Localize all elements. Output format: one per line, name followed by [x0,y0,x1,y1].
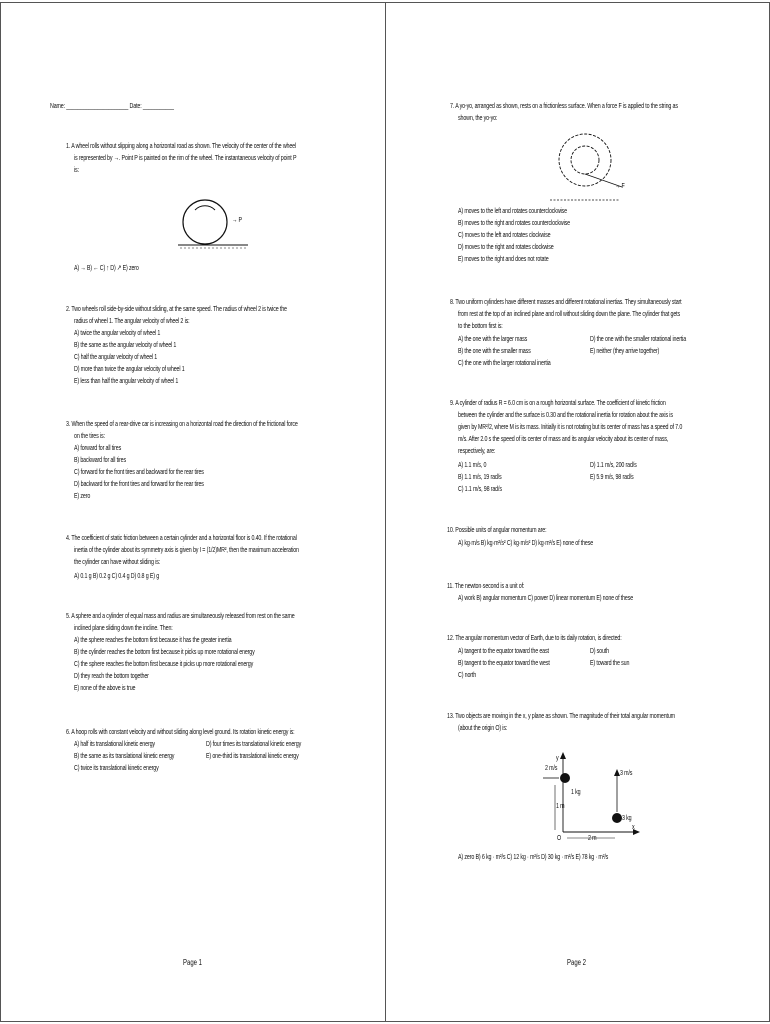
q6-option-e: E) one-third its translational kinetic energy [206,751,299,760]
q4-line-1: 4. The coefficient of static friction between a certain cylinder and a horizontal floor is 0.40. If the rotational [66,533,297,542]
q4-options: A) 0.1 g B) 0.2 g C) 0.4 g D) 0.8 g E) g [74,571,160,580]
q12-option-b: B) tangent to the equator toward the west [458,658,550,667]
q12-line-1: 12. The angular momentum vector of Earth, due to its daily rotation, is directed: [447,633,622,642]
q13-speed-2: 3 m/s [620,768,633,777]
q8-option-e: E) neither (they arrive together) [590,346,660,355]
q3-option-e: E) zero [74,491,91,500]
q6-option-b: B) the same as its translational kinetic energy [74,751,175,760]
q12-option-d: D) south [590,646,609,655]
q6-line-1: 6. A hoop rolls with constant velocity and without sliding along level ground. Its rotation kinetic energy is: [66,727,295,736]
q7-option-b: B) moves to the right and rotates counterclockwise [458,218,570,227]
q9-line-3: given by MR²/2, where M is its mass. Initially it is not rotating but its center of mass has a speed of 7.0 [458,422,683,431]
q5-option-d: D) they reach the bottom together [74,671,149,680]
page-1-footer: Page 1 [183,958,203,967]
page-2-footer: Page 2 [567,958,587,967]
q9-option-a: A) 1.1 m/s, 0 [458,460,487,469]
q11-options: A) work B) angular momentum C) power D) linear momentum E) none of these [458,593,634,602]
q9-option-d: D) 1.1 m/s, 200 rad/s [590,460,637,469]
q6-option-a: A) half its translational kinetic energy [74,739,155,748]
name-date-line: Name: ______________________ Date: ___________ [50,101,174,110]
q2-option-d: D) more than twice the angular velocity of wheel 1 [74,364,185,373]
q8-option-b: B) the one with the smaller mass [458,346,531,355]
q7-option-d: D) moves to the right and rotates clockwise [458,242,554,251]
q12-option-a: A) tangent to the equator toward the east [458,646,549,655]
q6-option-c: C) twice its translational kinetic energy [74,763,159,772]
q13-mass-1: 1 kg [571,787,581,796]
q13-speed-1: 2 m/s [545,763,558,772]
q9-option-e: E) 5.9 m/s, 98 rad/s [590,472,634,481]
q5-line-2: inclined plane sliding down the incline. Then: [74,623,173,632]
q3-option-d: D) backward for the front tires and forward for the rear tires [74,479,204,488]
q8-option-c: C) the one with the larger rotational inertia [458,358,551,367]
q2-option-e: E) less than half the angular velocity of wheel 1 [74,376,179,385]
q13-options: A) zero B) 6 kg · m²/s C) 12 kg · m²/s D) 30 kg · m²/s E) 78 kg · m²/s [458,852,609,861]
q8-option-a: A) the one with the larger mass [458,334,528,343]
q8-option-d: D) the one with the smaller rotational inertia [590,334,687,343]
q3-option-c: C) forward for the front tires and backward for the rear tires [74,467,204,476]
q7-line-2: shown, the yo-yo: [458,113,498,122]
q5-line-1: 5. A sphere and a cylinder of equal mass and radius are simultaneously released from rest on the same [66,611,295,620]
q9-line-5: respectively, are: [458,446,496,455]
q1-line-2: is represented by →. Point P is painted on the rim of the wheel. The instantaneous velocity of point P [74,153,297,162]
q1-diagram-label: → P [232,215,242,224]
q2-option-a: A) twice the angular velocity of wheel 1 [74,328,161,337]
q7-option-c: C) moves to the left and rotates clockwise [458,230,551,239]
q8-line-3: to the bottom first is: [458,321,503,330]
q13-dist-y: 1 m [556,801,565,810]
q2-option-c: C) half the angular velocity of wheel 1 [74,352,158,361]
q5-option-b: B) the cylinder reaches the bottom first because it picks up more rotational energy [74,647,255,656]
q7-option-e: E) moves to the right and does not rotate [458,254,549,263]
q8-line-1: 8. Two uniform cylinders have different masses and different rotational inertias. They simultaneously start [450,297,682,306]
q4-line-3: the cylinder can have without sliding is: [74,557,161,566]
q3-option-b: B) backward for all tires [74,455,126,464]
q13-axis-x: x [632,822,635,831]
q12-option-e: E) toward the sun [590,658,630,667]
q4-line-2: inertia of the cylinder about its symmetry axis is given by I = (1/2)MR², then the maximum acceleration [74,545,299,554]
q7-line-1: 7. A yo-yo, arranged as shown, rests on a frictionless surface. When a force F is applied to the string as [450,101,678,110]
q9-line-4: m/s. After 2.0 s the speed of its center of mass and its angular velocity about its center of mass, [458,434,669,443]
q5-option-a: A) the sphere reaches the bottom first because it has the greater inertia [74,635,232,644]
q2-line-2: radius of wheel 1. The angular velocity of wheel 2 is: [74,316,190,325]
q2-line-1: 2. Two wheels roll side-by-side without sliding, at the same speed. The radius of wheel 2 is twice the [66,304,287,313]
q13-origin: O [557,833,562,842]
q10-options: A) kg·m/s B) kg·m²/s² C) kg·m/s² D) kg·m²/s E) none of these [458,538,594,547]
q8-line-2: from rest at the top of an inclined plane and roll without sliding down the plane. The cylinder that gets [458,309,681,318]
q1-line-1: 1. A wheel rolls without slipping along a horizontal road as shown. The velocity of the center of the wheel [66,141,297,150]
q5-option-c: C) the sphere reaches the bottom first because it picks up more rotational energy [74,659,254,668]
wheel-diagram [160,185,250,265]
q9-option-c: C) 1.1 m/s, 98 rad/s [458,484,502,493]
q9-line-2: between the cylinder and the surface is 0.30 and the rotational inertia for rotation about the axis is [458,410,673,419]
q7-option-a: A) moves to the left and rotates counterclockwise [458,206,567,215]
q10-line-1: 10. Possible units of angular momentum are: [447,525,547,534]
q6-option-d: D) four times its translational kinetic energy [206,739,302,748]
q5-option-e: E) none of the above is true [74,683,136,692]
q2-option-b: B) the same as the angular velocity of wheel 1 [74,340,177,349]
yo-yo-diagram [540,125,630,205]
q3-line-1: 3. When the speed of a rear-drive car is increasing on a horizontal road the direction of the frictional force [66,419,298,428]
q13-line-2: (about the origin O) is: [458,723,508,732]
q13-axis-y: y [556,753,559,762]
q1-options: A) → B) ← C) ↑ D) ↗ E) zero [74,263,139,272]
q9-option-b: B) 1.1 m/s, 19 rad/s [458,472,502,481]
q9-line-1: 9. A cylinder of radius R = 6.0 cm is on a rough horizontal surface. The coefficient of kinetic friction [450,398,666,407]
q3-line-2: on the tires is: [74,431,105,440]
q13-dist-x: 2 m [588,833,597,842]
q13-line-1: 13. Two objects are moving in the x, y plane as shown. The magnitude of their total angular momentum [447,711,675,720]
q12-option-c: C) north [458,670,477,679]
q3-option-a: A) forward for all tires [74,443,122,452]
q7-diagram-label: → F [615,181,625,190]
q1-line-3: is: [74,165,79,174]
q13-mass-2: 3 kg [622,813,632,822]
q11-line-1: 11. The newton·second is a unit of: [447,581,525,590]
